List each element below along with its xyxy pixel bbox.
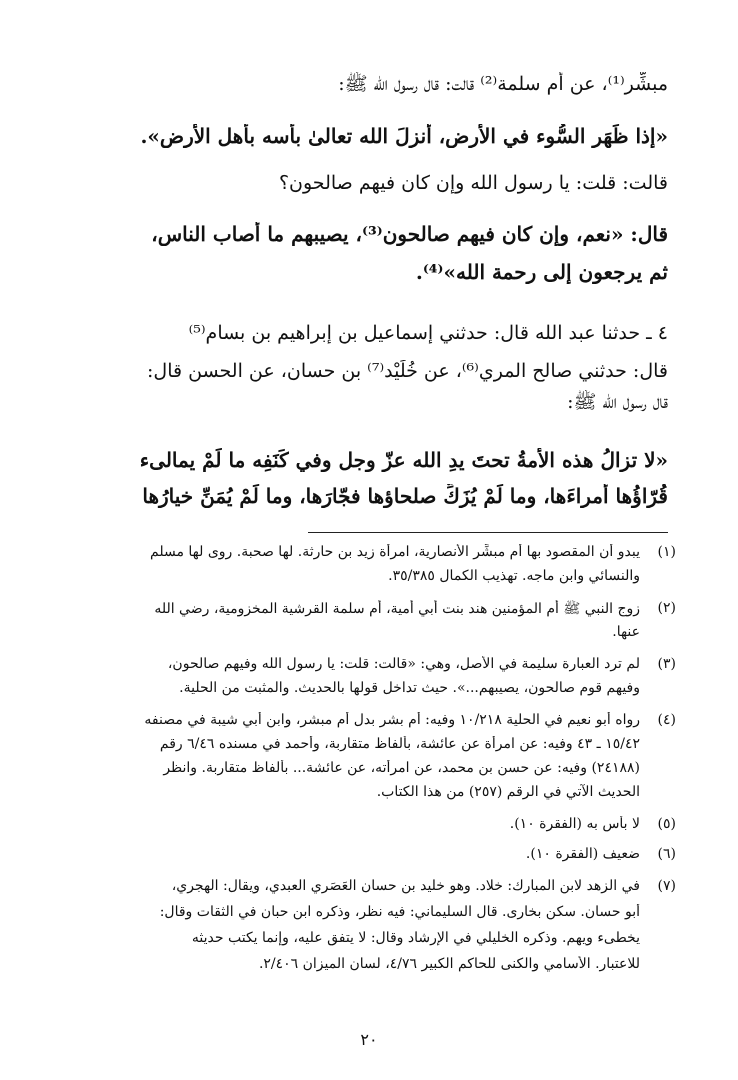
footnote-3-line-1: لم ترد العبارة سليمة في الأصل، وهي: «قالت: قلت: يا رسول الله وفيهم صالحون، (167, 656, 640, 672)
footnote-separator (308, 532, 668, 533)
hadith-quote-1: «إذا ظَهَر السُّوء في الأرض، أنزلَ الله تعالىٰ بأسه بأهل الأرض». (140, 124, 668, 148)
hadith-4-matn-line-2: قُرّاؤُها أمراءَها، وما لَمْ يُزَكِّ صلحاؤها فجّارَها، وما لَمْ يُمَنِّ خيارُها (142, 484, 668, 508)
footnote-6-number: (٦) (657, 846, 676, 862)
hadith-quote-2-line-2: ثم يرجعون إلى رحمة الله»⁽⁴⁾. (415, 260, 668, 284)
body-line-3: قالت: قلت: يا رسول الله وإن كان فيهم صالحون؟ (278, 172, 668, 194)
hadith-4-isnad-line-3: قال رسول الله ﷺ: (567, 391, 668, 413)
footnote-4-line-3: (٢٤١٨٨) وفيه: عن حسن بن محمد، عن امرأته، عن عائشة... بألفاظ متقاربة. وانظر (163, 760, 640, 776)
footnote-7-line-1: في الزهد لابن المبارك: خلاد. وهو خليد بن حسان العَصَري العبدي، ويقال: الهجري، (171, 878, 640, 894)
body-line-1: مبشِّر⁽¹⁾، عن أم سلمة⁽²⁾ قالت: قال رسول الله ﷺ: (338, 73, 668, 95)
hadith-quote-2-line-1: قال: «نعم، وإن كان فيهم صالحون⁽³⁾، يصيبهم ما أصاب الناس، (151, 222, 668, 246)
footnote-2-line-1: زوج النبي ﷺ أم المؤمنين هند بنت أبي أمية، أم سلمة القرشية المخزومية، رضي الله (154, 601, 640, 617)
footnote-5-line-1: لا بأس به (الفقرة ١٠). (509, 816, 640, 832)
footnote-4-line-2: ١٥/٤٢ ـ ٤٣ وفيه: عن امرأة عن عائشة، بألفاظ متقاربة، وأحمد في مسنده ٦/٤٦ رقم (159, 736, 640, 752)
footnote-4-line-1: رواه أبو نعيم في الحلية ١٠/٢١٨ وفيه: أم بشر بدل أم مبشر، وابن أبي شيبة في مصنفه (144, 712, 640, 728)
footnote-7-number: (٧) (657, 878, 676, 894)
footnote-2-line-2: عنها. (612, 624, 640, 640)
footnote-2-number: (٢) (657, 600, 676, 616)
hadith-4-isnad-line-1: ٤ ـ حدثنا عبد الله قال: حدثني إسماعيل بن إبراهيم بن بسام⁽⁵⁾ (188, 322, 668, 344)
footnote-1-number: (١) (657, 544, 676, 560)
hadith-4-matn-line-1: «لا تزالُ هذه الأمةُ تحتَ يدِ الله عزّ وجل وفي كَنَفِه ما لَمْ يمالىء (139, 448, 668, 472)
footnote-4-line-4: الحديث الآتي في الرقم (٢٥٧) من هذا الكتاب. (376, 784, 640, 800)
footnote-3-number: (٣) (657, 656, 676, 672)
footnote-3-line-2: وفيهم قوم صالحون، يصيبهم...». حيث تداخل قولها بالحديث. والمثبت من الحلية. (179, 680, 640, 696)
page-number: ٢٠ (360, 1030, 378, 1049)
footnote-7-line-4: للاعتبار. الأسامي والكنى للحاكم الكبير ٤/٧٦، لسان الميزان ٢/٤٠٦. (258, 956, 640, 972)
footnote-5-number: (٥) (657, 816, 676, 832)
hadith-4-isnad-line-2: قال: حدثني صالح المري⁽⁶⁾، عن خُلَيْد⁽⁷⁾ بن حسان، عن الحسن قال: (147, 360, 668, 382)
footnote-1-line-2: والنسائي وابن ماجه. تهذيب الكمال ٣٥/٣٨٥. (388, 568, 640, 584)
footnote-7-line-2: أبو حسان. سكن بخارى. قال السليماني: فيه نظر، وذكره ابن حبان في الثقات وقال: (159, 904, 640, 920)
footnote-4-number: (٤) (657, 712, 676, 728)
footnote-1-line-1: يبدو أن المقصود بها أم مبشِّر الأنصارية، امرأة زيد بن حارثة. لها صحبة. روى لها مسلم (150, 544, 640, 560)
footnote-7-line-3: يخطىء ويهم. وذكره الخليلي في الإرشاد وقال: لا يتفق عليه، وإنما يكتب حديثه (191, 930, 640, 946)
footnote-6-line-1: ضعيف (الفقرة ١٠). (525, 846, 640, 862)
